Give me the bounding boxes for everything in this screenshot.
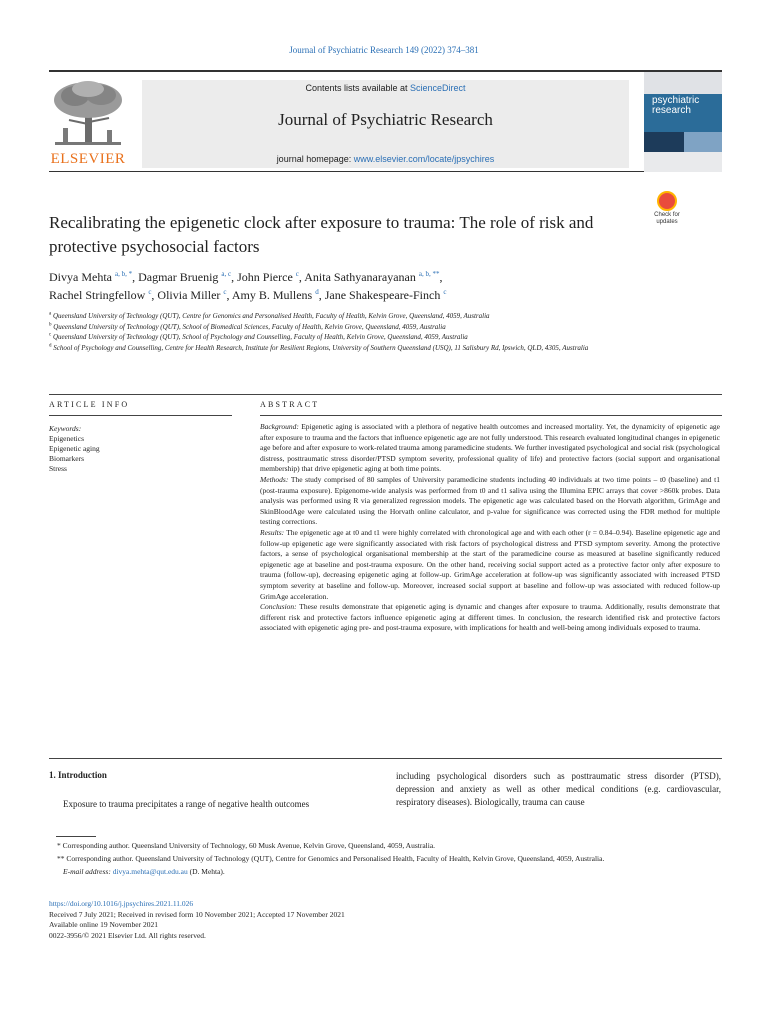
check-updates-icon [657, 191, 677, 211]
publication-info [49, 899, 722, 941]
author-affiliation-sup[interactable]: a, c [221, 270, 232, 278]
author-affiliation-sup[interactable]: c [295, 270, 299, 278]
journal-title: Journal of Psychiatric Research [278, 110, 493, 129]
publisher-name: ELSEVIER [50, 151, 126, 167]
keyword-item[interactable]: Epigenetics [49, 434, 84, 443]
journal-cover-thumbnail[interactable] [644, 72, 722, 172]
author-name[interactable]: Divya Mehta [49, 270, 112, 284]
author-affiliation-sup[interactable]: a, b, * [114, 270, 133, 278]
affiliation-item: $^a$ Queensland University of Technology (QUT), Centre for Genomics and Personalised Health, Faculty of Health, Kelvin Grove, Queensland, 4059, Australia [49, 311, 490, 320]
author-name[interactable]: Anita Sathyanarayanan [304, 270, 416, 284]
elsevier-tree-logo-icon [49, 80, 127, 170]
author-email-link[interactable]: divya.mehta@qut.edu.au [112, 867, 188, 876]
abstract-methods: Methods: The study comprised of 80 samples of University paramedicine students including 40 individuals at two time points – t0 (baseline) and t1 (post-trauma exposure). Epigenome-wide analysis was performed from t0 and t1 saliva using the Illumina EPIC arrays that cover >860k probes. Data analysis was performed using R via generalized regression models. The epigenetic age was calculated based on the Horvath algorithm, GrimAge and SkinBloodAge were calculated using the Horvath online calculator, and p-value for significance was corrected using the FDR method for multiple testing corrections. [260, 474, 720, 527]
article-title: Recalibrating the epigenetic clock after exposure to trauma: The role of risk and protective psychosocial factors [49, 213, 594, 256]
journal-masthead [49, 70, 722, 172]
affiliation-item: $^c$ Queensland University of Technology (QUT), School of Psychology and Counselling, Faculty of Health, Kelvin Grove, Queensland, 4059, Australia [49, 332, 468, 341]
introduction-heading: 1. Introduction [49, 770, 107, 780]
check-updates-label: Check for updates [654, 212, 680, 225]
footnote-divider [56, 836, 96, 837]
introduction-column-1: Exposure to trauma precipitates a range of negative health outcomes [63, 799, 310, 809]
author-affiliation-sup[interactable]: a, b, ** [418, 270, 440, 278]
keyword-item[interactable]: Epigenetic aging [49, 444, 100, 453]
abstract-results: Results: The epigenetic age at t0 and t1 were highly correlated with chronological age and with each other (r = 0.84–0.94). Baseline epigenetic age and follow-up epigenetic age were significantly associated with risk factors of psychological distress and PTSD symptom severity. Among the protective factors, a sense of psychological organisational membership at the start of the paramedicine course as measured at baseline significantly reduced epigenetic age at baseline and post-trauma exposure. On the other hand, receiving social support acted as a protective factor only after exposure to trauma (follow-up), decreasing epigenetic aging at follow-up. GrimAge acceleration at follow-up was significantly associated with increased PTSD symptom severity at baseline and follow-up. Moreover, increased social support at baseline and follow-up was associated with reduced follow-up GrimAge acceleration. [260, 527, 720, 601]
abstract-divider [260, 415, 722, 416]
cover-title-line-2: research [652, 105, 691, 116]
cover-title-line-1: psychiatric [652, 95, 700, 106]
sciencedirect-link[interactable]: ScienceDirect [410, 83, 466, 93]
affiliation-item: $^b$ Queensland University of Technology (QUT), School of Biomedical Sciences, Faculty of Health, Kelvin Grove, Queensland, 4059, Australia [49, 322, 446, 331]
author-name[interactable]: Jane Shakespeare-Finch [324, 288, 441, 302]
abstract-body [260, 422, 720, 634]
contents-line: Contents lists available at ScienceDirect [305, 83, 466, 93]
journal-citation-link[interactable]: Journal of Psychiatric Research 149 (2022) 374–381 [289, 45, 479, 55]
footnote-corresponding-2: ** Corresponding author. Queensland University of Technology (QUT), Centre for Genomics and Personalised Health, Faculty of Health, Kelvin Grove, Queensland, 4059, Australia. [57, 854, 605, 863]
email-line: E-mail address: divya.mehta@qut.edu.au (D. Mehta). [63, 867, 225, 876]
author-name[interactable]: Olivia Miller [157, 288, 221, 302]
header-divider [49, 394, 722, 395]
doi-link[interactable]: https://doi.org/10.1016/j.jpsychires.2021.11.026 [49, 899, 194, 908]
keywords-block [49, 424, 229, 474]
received-dates: Received 7 July 2021; Received in revised form 10 November 2021; Accepted 17 November 2021 [49, 909, 345, 919]
author-affiliation-sup[interactable]: c [148, 288, 152, 296]
keyword-item[interactable]: Biomarkers [49, 454, 84, 463]
abstract-conclusion: Conclusion: These results demonstrate that epigenetic aging is dynamic and changes after exposure to trauma. Additionally, results demonstrate that different risk and protective factors influence epigenetic aging at different times. In conclusion, the research identified risk and protective factors associated with epigenetic aging pre- and post-trauma exposure, with implications for health and well-being among individuals exposed to trauma. [260, 602, 720, 633]
keywords-label: Keywords: [49, 424, 82, 433]
article-info-divider [49, 415, 232, 416]
introduction-column-2: including psychological disorders such as posttraumatic stress disorder (PTSD), depression and anxiety as well as other medical conditions (e.g. cardiovascular, respiratory diseases). Biologically, trauma can cause [396, 771, 721, 807]
author-list: Divya Mehta $^{a, b, *}$, Dagmar Bruenig $^{a, c}$, John Pierce $^c$, Anita Sathyanarayanan $^{a, b, **}$, Rachel Stringfellow $^c$, Olivia Miller $^c$, Amy B. Mullens $^d$, Jane Shakespeare-Finch $^c$ [49, 270, 447, 302]
copyright-line: 0022-3956/© 2021 Elsevier Ltd. All rights reserved. [49, 930, 206, 940]
article-info-heading: ARTICLE INFO [49, 400, 130, 409]
author-affiliation-sup[interactable]: d [315, 288, 319, 296]
footnote-corresponding-1: * Corresponding author. Queensland University of Technology, 60 Musk Avenue, Kelvin Grove, Queensland, 4059, Australia. [57, 841, 436, 850]
affiliation-list [49, 311, 729, 353]
author-affiliation-sup[interactable]: c [223, 288, 227, 296]
author-name[interactable]: Dagmar Bruenig [138, 270, 219, 284]
abstract-bottom-divider [49, 758, 722, 759]
affiliation-item: $^d$ School of Psychology and Counselling, Centre for Health Research, Institute for Resilient Regions, University of Southern Queensland (USQ), 11 Salisbury Rd, Ipswich, QLD, 4305, Australia [49, 343, 589, 352]
homepage-line: journal homepage: www.elsevier.com/locate/jpsychires [276, 154, 495, 164]
author-name[interactable]: Amy B. Mullens [231, 288, 313, 302]
author-name[interactable]: John Pierce [237, 270, 293, 284]
keyword-item[interactable]: Stress [49, 464, 67, 473]
journal-homepage-link[interactable]: www.elsevier.com/locate/jpsychires [353, 154, 495, 164]
abstract-background: Background: Epigenetic aging is associated with a plethora of negative health outcomes and increased mortality. Yet, the dynamicity of epigenetic age after exposure to trauma and the factors that influence epigenetic age are not fully understood. This research evaluated longitudinal changes in epigenetic age before and after exposure to work-related trauma among paramedicine students. We further investigated psychological and social risk (psychological distress, posttraumatic stress disorder/PTSD symptom severity, professional quality of life) and protective factors (social support and organisational membership) that drive epigenetic aging at both time points. [260, 422, 720, 474]
masthead-center-panel [142, 80, 629, 168]
author-name[interactable]: Rachel Stringfellow [49, 288, 146, 302]
check-for-updates-button[interactable] [648, 191, 686, 231]
author-affiliation-sup[interactable]: c [443, 288, 447, 296]
abstract-heading: ABSTRACT [260, 400, 320, 409]
footnotes [49, 839, 722, 878]
online-date: Available online 19 November 2021 [49, 920, 158, 929]
